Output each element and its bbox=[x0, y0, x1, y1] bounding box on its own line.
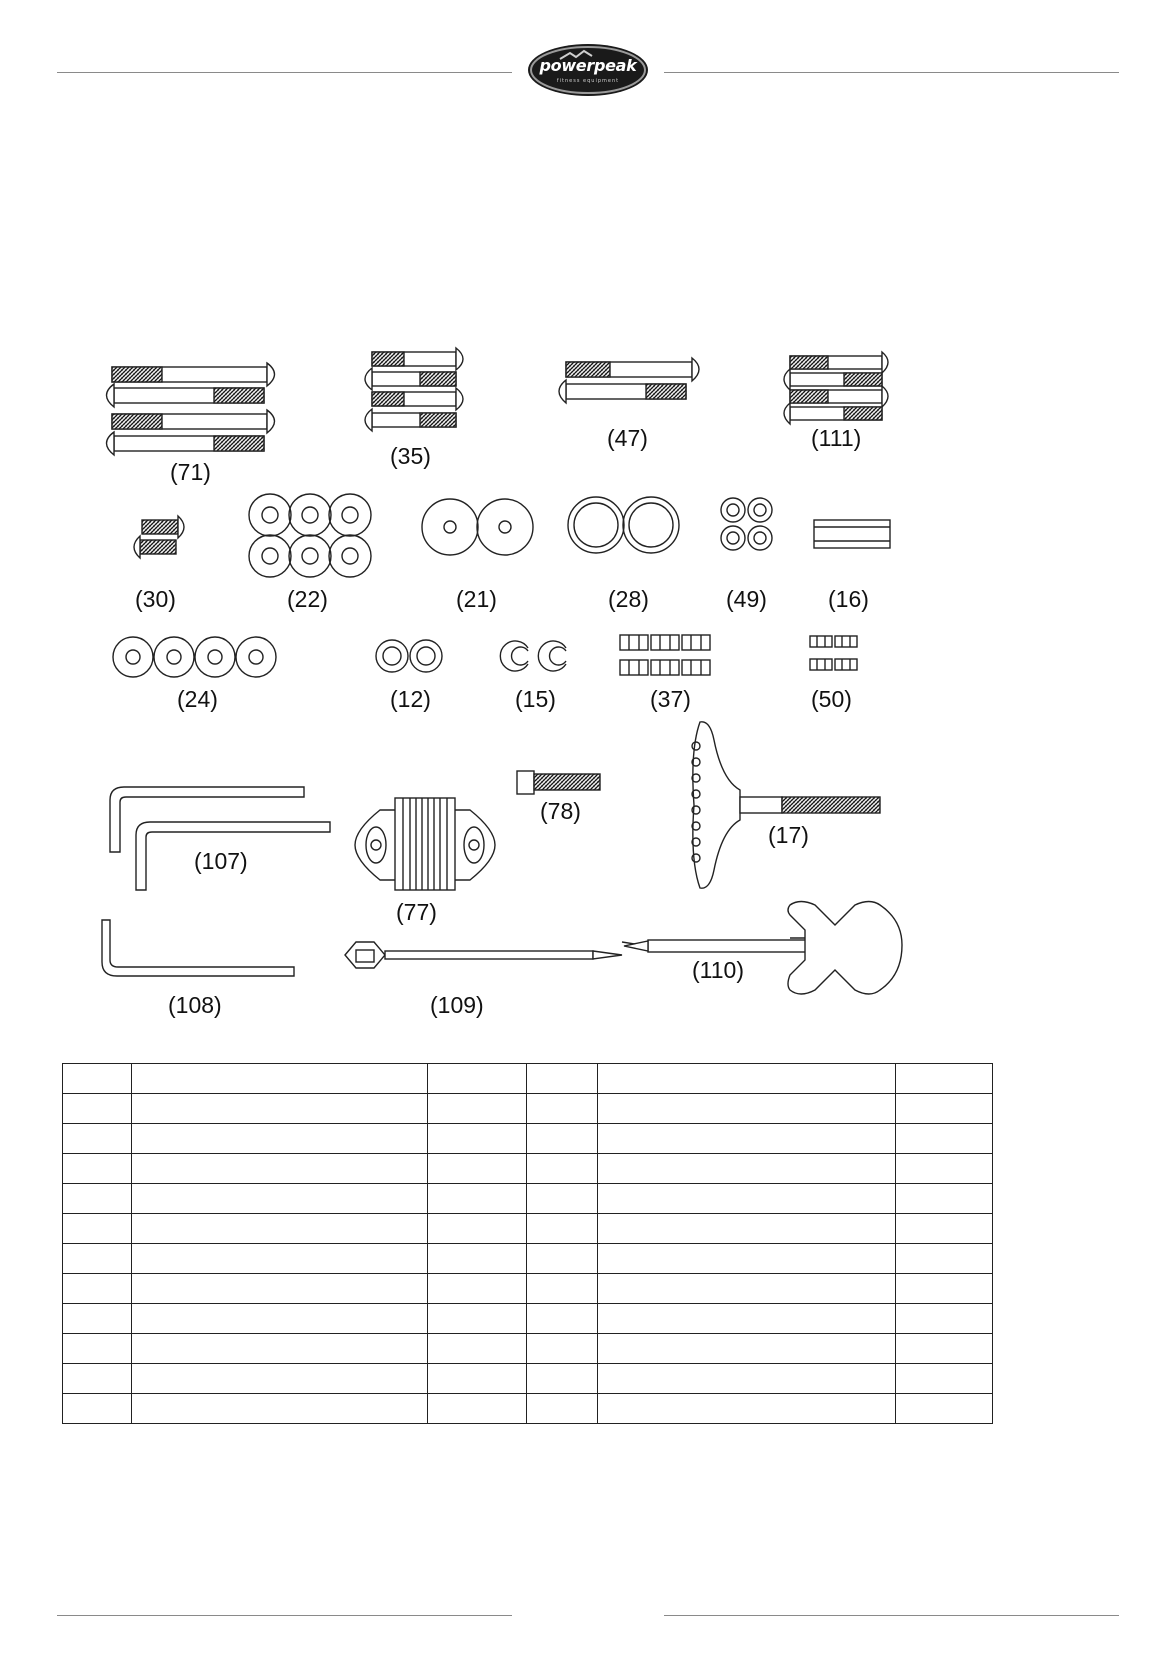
part-label-28: (28) bbox=[608, 586, 649, 612]
table-cell bbox=[132, 1274, 428, 1304]
part-label-78: (78) bbox=[540, 798, 581, 824]
part-label-110: (110) bbox=[692, 957, 744, 983]
bolt-set-30 bbox=[134, 516, 184, 558]
table-cell bbox=[896, 1064, 993, 1094]
table-cell bbox=[428, 1364, 527, 1394]
footer-rule-right bbox=[664, 1615, 1119, 1616]
part-label-71: (71) bbox=[170, 459, 211, 485]
table-cell bbox=[598, 1064, 896, 1094]
table-row bbox=[63, 1064, 993, 1094]
table-cell bbox=[132, 1094, 428, 1124]
table-cell bbox=[132, 1364, 428, 1394]
table-cell bbox=[896, 1274, 993, 1304]
table-cell bbox=[527, 1274, 598, 1304]
table-cell bbox=[63, 1304, 132, 1334]
part-label-111: (111) bbox=[811, 425, 862, 451]
table-cell bbox=[896, 1154, 993, 1184]
table-cell bbox=[63, 1214, 132, 1244]
table-row bbox=[63, 1274, 993, 1304]
table-cell bbox=[527, 1214, 598, 1244]
parts-list-table bbox=[62, 1063, 993, 1424]
table-cell bbox=[63, 1364, 132, 1394]
table-cell bbox=[132, 1244, 428, 1274]
washer-set-21 bbox=[422, 499, 533, 555]
part-label-50: (50) bbox=[811, 686, 852, 712]
table-row bbox=[63, 1124, 993, 1154]
ring-set-28 bbox=[568, 497, 679, 553]
table-cell bbox=[132, 1394, 428, 1424]
part-label-37: (37) bbox=[650, 686, 691, 712]
part-label-21: (21) bbox=[456, 586, 497, 612]
table-cell bbox=[598, 1184, 896, 1214]
table-cell bbox=[63, 1334, 132, 1364]
table-cell bbox=[428, 1064, 527, 1094]
table-cell bbox=[527, 1304, 598, 1334]
table-cell bbox=[428, 1394, 527, 1424]
combination-tool-109 bbox=[345, 942, 622, 968]
table-cell bbox=[896, 1334, 993, 1364]
table-cell bbox=[63, 1394, 132, 1424]
header-rule-right bbox=[664, 72, 1119, 73]
cap-screw-78 bbox=[517, 771, 600, 794]
table-cell bbox=[527, 1124, 598, 1154]
table-cell bbox=[132, 1214, 428, 1244]
table-cell bbox=[527, 1394, 598, 1424]
spacer-16 bbox=[814, 520, 890, 548]
table-cell bbox=[896, 1184, 993, 1214]
table-cell bbox=[63, 1274, 132, 1304]
brand-name: powerpeak bbox=[539, 56, 637, 75]
table-cell bbox=[896, 1394, 993, 1424]
washer-set-22 bbox=[249, 494, 371, 577]
table-cell bbox=[428, 1094, 527, 1124]
table-cell bbox=[132, 1064, 428, 1094]
table-cell bbox=[598, 1364, 896, 1394]
part-label-30: (30) bbox=[135, 586, 176, 612]
table-row bbox=[63, 1334, 993, 1364]
nut-set-50 bbox=[810, 636, 857, 670]
part-label-107: (107) bbox=[194, 848, 248, 874]
hex-key-set-107 bbox=[110, 787, 330, 890]
brand-tagline: fitness equipment bbox=[556, 78, 620, 84]
bolt-set-111 bbox=[784, 352, 888, 424]
table-cell bbox=[598, 1124, 896, 1154]
part-label-49: (49) bbox=[726, 586, 767, 612]
table-cell bbox=[527, 1064, 598, 1094]
table-cell bbox=[896, 1094, 993, 1124]
table-cell bbox=[598, 1274, 896, 1304]
table-cell bbox=[527, 1334, 598, 1364]
table-cell bbox=[527, 1094, 598, 1124]
part-label-12: (12) bbox=[390, 686, 431, 712]
table-cell bbox=[428, 1184, 527, 1214]
table-row bbox=[63, 1214, 993, 1244]
table-cell bbox=[896, 1244, 993, 1274]
part-label-16: (16) bbox=[828, 586, 869, 612]
bolt-set-71 bbox=[107, 363, 275, 455]
bolt-set-35 bbox=[365, 348, 463, 431]
table-cell bbox=[896, 1304, 993, 1334]
table-row bbox=[63, 1244, 993, 1274]
table-cell bbox=[527, 1364, 598, 1394]
table-cell bbox=[63, 1244, 132, 1274]
part-label-24: (24) bbox=[177, 686, 218, 712]
table-cell bbox=[428, 1214, 527, 1244]
table-cell bbox=[896, 1364, 993, 1394]
table-cell bbox=[896, 1214, 993, 1244]
part-label-108: (108) bbox=[168, 992, 222, 1018]
table-cell bbox=[428, 1304, 527, 1334]
part-label-47: (47) bbox=[607, 425, 648, 451]
table-cell bbox=[598, 1154, 896, 1184]
table-cell bbox=[598, 1334, 896, 1364]
hardware-parts-illustration bbox=[0, 330, 1174, 1030]
table-cell bbox=[598, 1304, 896, 1334]
table-cell bbox=[428, 1274, 527, 1304]
table-cell bbox=[63, 1094, 132, 1124]
table-cell bbox=[428, 1334, 527, 1364]
washer-set-49 bbox=[721, 498, 772, 550]
table-cell bbox=[428, 1124, 527, 1154]
hex-key-108 bbox=[102, 920, 294, 976]
table-cell bbox=[527, 1184, 598, 1214]
footer-rule-left bbox=[57, 1615, 512, 1616]
table-cell bbox=[63, 1124, 132, 1154]
split-washer-set-15 bbox=[500, 641, 566, 671]
multi-tool-110 bbox=[622, 902, 902, 995]
part-label-15: (15) bbox=[515, 686, 556, 712]
table-row bbox=[63, 1094, 993, 1124]
part-label-109: (109) bbox=[430, 992, 484, 1018]
washer-set-12 bbox=[376, 640, 442, 672]
part-label-17: (17) bbox=[768, 822, 809, 848]
table-cell bbox=[132, 1334, 428, 1364]
table-cell bbox=[63, 1064, 132, 1094]
table-cell bbox=[527, 1244, 598, 1274]
table-cell bbox=[428, 1154, 527, 1184]
nut-set-37 bbox=[620, 635, 710, 675]
table-cell bbox=[598, 1244, 896, 1274]
part-label-77: (77) bbox=[396, 899, 437, 925]
part-label-22: (22) bbox=[287, 586, 328, 612]
knob-bolt-17 bbox=[692, 722, 880, 888]
table-cell bbox=[63, 1184, 132, 1214]
table-cell bbox=[132, 1124, 428, 1154]
table-cell bbox=[896, 1124, 993, 1154]
clamp-77 bbox=[355, 798, 495, 890]
washer-set-24 bbox=[113, 637, 276, 677]
table-row bbox=[63, 1394, 993, 1424]
table-cell bbox=[63, 1154, 132, 1184]
table-cell bbox=[428, 1244, 527, 1274]
part-label-35: (35) bbox=[390, 443, 431, 469]
table-row bbox=[63, 1304, 993, 1334]
table-cell bbox=[132, 1154, 428, 1184]
table-row bbox=[63, 1364, 993, 1394]
header-rule-left bbox=[57, 72, 512, 73]
table-cell bbox=[132, 1304, 428, 1334]
table-row bbox=[63, 1184, 993, 1214]
table-cell bbox=[598, 1094, 896, 1124]
table-cell bbox=[598, 1214, 896, 1244]
table-cell bbox=[598, 1394, 896, 1424]
table-row bbox=[63, 1154, 993, 1184]
bolt-set-47 bbox=[559, 358, 699, 403]
table-cell bbox=[132, 1184, 428, 1214]
table-cell bbox=[527, 1154, 598, 1184]
